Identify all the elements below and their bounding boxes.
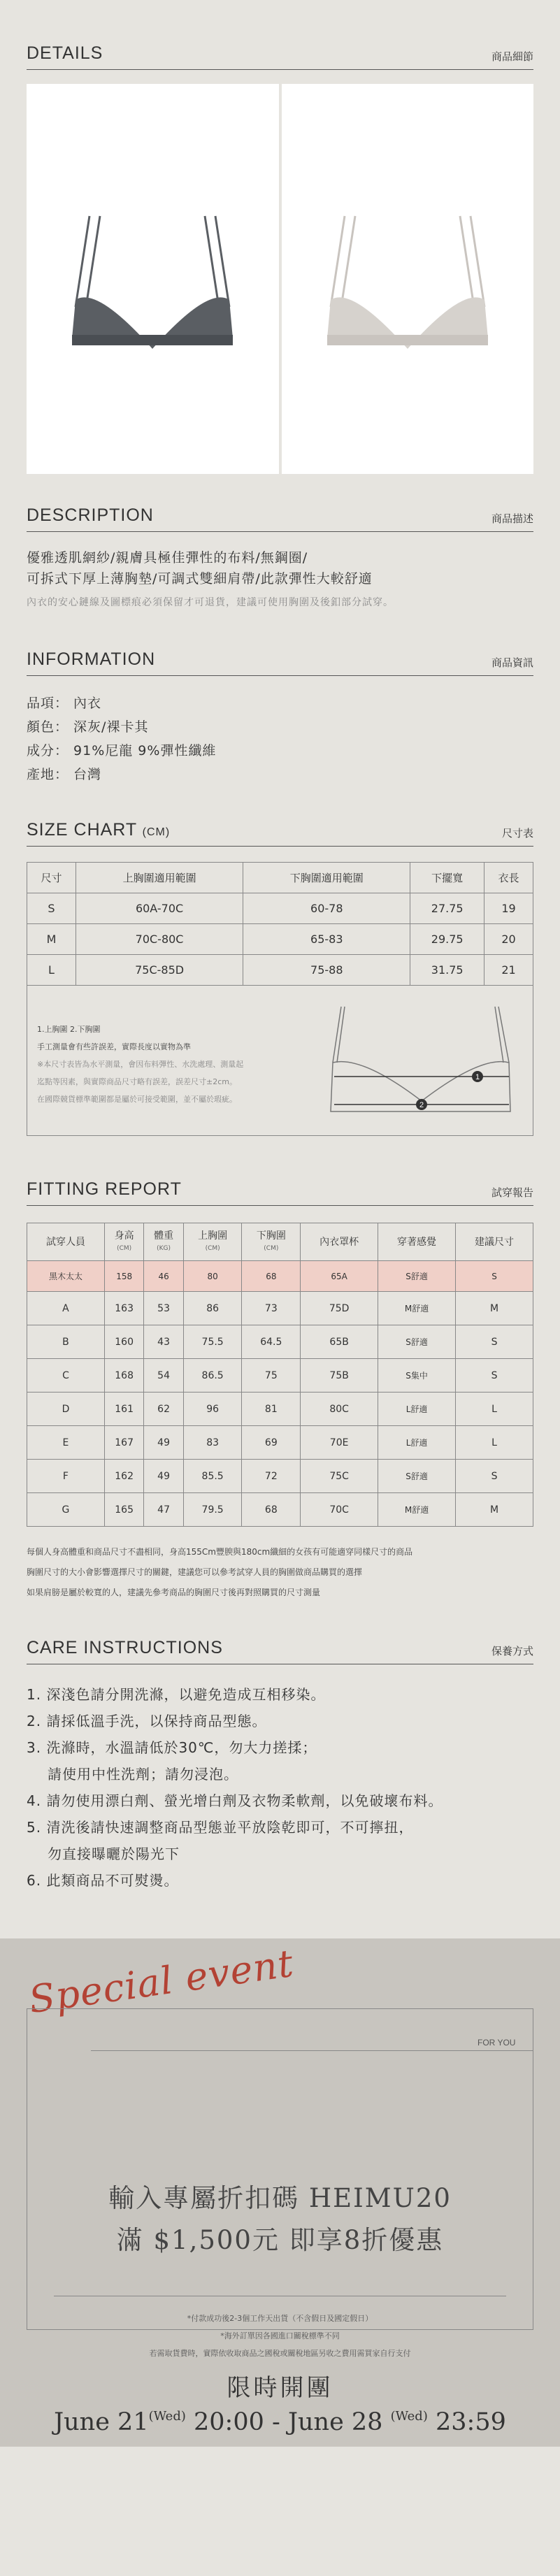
table-cell: M舒適 [378, 1493, 456, 1527]
size-table [27, 862, 533, 986]
fit-col-unit: (CM) [205, 1244, 220, 1252]
fit-col-label: 上胸圍 [198, 1230, 228, 1242]
table-cell: S舒適 [378, 1325, 456, 1359]
table-cell: C [27, 1359, 105, 1393]
product-photos [27, 84, 533, 474]
fit-col-label: 建議尺寸 [475, 1236, 514, 1248]
table-row [27, 893, 533, 924]
details-title: DETAILS [27, 43, 103, 63]
table-cell: L [456, 1393, 533, 1426]
table-cell: M舒適 [378, 1292, 456, 1325]
table-cell: 72 [242, 1460, 301, 1493]
table-row [27, 1292, 533, 1325]
event-header-line [91, 2050, 533, 2051]
table-cell: S舒適 [378, 1460, 456, 1493]
table-cell: 163 [104, 1292, 143, 1325]
description-section [0, 474, 560, 609]
table-cell: 162 [104, 1460, 143, 1493]
table-cell: S [456, 1359, 533, 1393]
table-cell: 20 [484, 924, 533, 955]
fit-col-label: 下胸圍 [256, 1230, 286, 1242]
table-cell: D [27, 1393, 105, 1426]
size-chart-title-text: SIZE CHART [27, 820, 137, 840]
information-list [27, 691, 533, 786]
size-chart-section [0, 786, 560, 1136]
care-item: 請使用中性洗劑；請勿浸泡。 [48, 1766, 238, 1783]
fit-col-label: 內衣罩杯 [320, 1236, 359, 1248]
table-cell: S舒適 [378, 1261, 456, 1292]
care-subtitle: 保養方式 [491, 1645, 533, 1657]
table-cell: 75C [301, 1460, 378, 1493]
fit-col-label: 穿著感覺 [397, 1236, 437, 1248]
table-cell: 75D [301, 1292, 378, 1325]
size-notes [37, 1000, 320, 1121]
start-time-end-date: 20:00 - June 28 [194, 2408, 383, 2436]
table-cell: 85.5 [183, 1460, 242, 1493]
diagram-label-1: 1 [475, 1073, 480, 1081]
discount-code-line: 輸入專屬折扣碼 HEIMU20 [108, 2183, 452, 2213]
event-dates [0, 2408, 560, 2436]
table-cell: 49 [144, 1426, 183, 1460]
table-cell: 73 [242, 1292, 301, 1325]
table-cell: 43 [144, 1325, 183, 1359]
fit-col-label: 試穿人員 [45, 1236, 85, 1248]
table-cell: 53 [144, 1292, 183, 1325]
size-notes-box [27, 986, 533, 1136]
fitting-note-line: 每個人身高體重和商品尺寸不盡相同，身高155Cm豐腴與180cm纖細的女孩有可能適穿同樣尺寸的商品 [27, 1547, 413, 1557]
table-cell: 68 [242, 1261, 301, 1292]
table-cell: E [27, 1426, 105, 1460]
table-cell: 65-83 [243, 924, 410, 955]
info-item: 產地： 台灣 [27, 767, 102, 782]
table-cell: 168 [104, 1359, 143, 1393]
table-cell: 29.75 [410, 924, 484, 955]
bra-light-illustration [303, 202, 512, 356]
size-chart-unit: (CM) [142, 826, 171, 838]
limited-time-label: 限時開團 [227, 2374, 333, 2402]
fit-col-header [301, 1223, 378, 1261]
table-cell: 46 [144, 1261, 183, 1292]
care-item: 勿直接曝曬於陽光下 [48, 1845, 180, 1862]
table-cell: 83 [183, 1426, 242, 1460]
fit-col-header [242, 1223, 301, 1261]
fitting-notes [27, 1542, 533, 1603]
fine-print-line: *付款成功後2-3個工作天出貨（不含假日及國定假日） [187, 2314, 373, 2323]
info-item: 顏色： 深灰/裸卡其 [27, 719, 149, 735]
details-section [0, 0, 560, 474]
table-cell: 31.75 [410, 955, 484, 986]
table-cell: L [27, 955, 76, 986]
fit-col-unit: (CM) [117, 1244, 132, 1252]
table-cell: 60-78 [243, 893, 410, 924]
bra-dark-illustration [48, 202, 257, 356]
information-section [0, 609, 560, 786]
product-photo-light[interactable] [282, 84, 534, 474]
fitting-section [0, 1136, 560, 1603]
table-cell: 167 [104, 1426, 143, 1460]
table-cell: 80 [183, 1261, 242, 1292]
table-cell: 64.5 [242, 1325, 301, 1359]
fit-col-unit: (CM) [264, 1244, 279, 1252]
table-cell: 47 [144, 1493, 183, 1527]
size-col-header: 下擺寬 [410, 863, 484, 893]
table-row [27, 1261, 533, 1292]
care-header [27, 1638, 533, 1664]
info-item: 品項： 內衣 [27, 696, 102, 711]
table-cell: 70E [301, 1426, 378, 1460]
event-banner [0, 1938, 560, 2447]
table-cell: M [456, 1292, 533, 1325]
table-cell: M [456, 1493, 533, 1527]
care-item: 5. 清洗後請快速調整商品型態並平放陰乾即可，不可擰扭， [27, 1819, 414, 1836]
size-note-line: 迄點等因素，與實際商品尺寸略有誤差，誤差尺寸±2cm。 [37, 1077, 237, 1086]
size-note-line: 手工測量會有些許誤差，實際長度以實物為準 [37, 1042, 191, 1051]
fit-col-header [144, 1223, 183, 1261]
table-cell: M [27, 924, 76, 955]
fit-col-header [378, 1223, 456, 1261]
table-cell: 75B [301, 1359, 378, 1393]
care-item: 4. 請勿使用漂白劑、螢光增白劑及衣物柔軟劑，以免破壞布料。 [27, 1792, 443, 1809]
table-cell: B [27, 1325, 105, 1359]
size-col-header: 衣長 [484, 863, 533, 893]
for-you-label: FOR YOU [478, 2038, 516, 2048]
table-cell: 黑木太太 [27, 1261, 105, 1292]
table-cell: S [456, 1261, 533, 1292]
table-row [27, 1359, 533, 1393]
fitting-note-line: 如果肩膀是屬於較寬的人，建議先參考商品的胸圍尺寸後再對照購買的尺寸測量 [27, 1588, 321, 1597]
table-row [27, 1493, 533, 1527]
description-subtitle: 商品描述 [491, 512, 533, 525]
table-cell: S集中 [378, 1359, 456, 1393]
table-cell: 165 [104, 1493, 143, 1527]
table-cell: 68 [242, 1493, 301, 1527]
table-cell: 21 [484, 955, 533, 986]
care-item: 6. 此類商品不可熨燙。 [27, 1872, 179, 1889]
information-title: INFORMATION [27, 649, 156, 669]
info-item: 成分： 91%尼龍 9%彈性纖維 [27, 743, 217, 758]
description-title: DESCRIPTION [27, 505, 154, 525]
information-header [27, 649, 533, 676]
fitting-header [27, 1179, 533, 1206]
table-cell: 54 [144, 1359, 183, 1393]
fit-col-header [456, 1223, 533, 1261]
size-col-header: 上胸圍適用範圍 [76, 863, 243, 893]
description-line: 可拆式下厚上薄胸墊/可調式雙細肩帶/此款彈性大較舒適 [27, 571, 373, 587]
table-cell: 62 [144, 1393, 183, 1426]
fit-col-header [27, 1223, 105, 1261]
table-cell: 79.5 [183, 1493, 242, 1527]
table-row [27, 1393, 533, 1426]
table-cell: 80C [301, 1393, 378, 1426]
table-cell: A [27, 1292, 105, 1325]
fine-print-line: *海外訂單因各國進口關稅標準不同 [220, 2331, 340, 2340]
table-row [27, 1460, 533, 1493]
end-time: 23:59 [436, 2408, 506, 2436]
details-subtitle: 商品細節 [491, 50, 533, 63]
care-title: CARE INSTRUCTIONS [27, 1638, 223, 1657]
fitting-table [27, 1223, 533, 1527]
table-row [27, 955, 533, 986]
care-item: 2. 請採低溫手洗，以保持商品型態。 [27, 1713, 267, 1729]
description-header [27, 505, 533, 532]
start-day: (Wed) [148, 2409, 186, 2424]
special-event-script: Special event [26, 1941, 297, 2022]
fitting-subtitle: 試穿報告 [491, 1186, 533, 1199]
table-cell: F [27, 1460, 105, 1493]
start-date: June 21 [54, 2408, 149, 2436]
details-header [27, 43, 533, 70]
table-cell: 161 [104, 1393, 143, 1426]
table-row [27, 924, 533, 955]
diagram-label-2: 2 [419, 1101, 424, 1109]
table-cell: S [456, 1325, 533, 1359]
table-cell: S [27, 893, 76, 924]
care-list [27, 1681, 533, 1894]
table-cell: 65B [301, 1325, 378, 1359]
size-chart-header [27, 820, 533, 847]
event-fine-print [27, 2310, 533, 2362]
table-cell: L舒適 [378, 1426, 456, 1460]
description-note: 內衣的安心鏈線及圖標痕必須保留才可退貨，建議可使用胸圍及後釦部分試穿。 [27, 597, 394, 608]
table-cell: 75-88 [243, 955, 410, 986]
information-subtitle: 商品資訊 [491, 656, 533, 669]
size-note-line: 1.上胸圍 2.下胸圍 [37, 1025, 101, 1034]
table-cell: 81 [242, 1393, 301, 1426]
description-line: 優雅透肌網紗/親膚具極佳彈性的布料/無鋼圈/ [27, 550, 308, 566]
size-table-header-row [27, 863, 533, 893]
end-day: (Wed) [390, 2409, 428, 2424]
table-cell: 86.5 [183, 1359, 242, 1393]
fit-col-unit: (KG) [157, 1244, 171, 1252]
fit-col-header [183, 1223, 242, 1261]
table-cell: 70C [301, 1493, 378, 1527]
table-cell: 86 [183, 1292, 242, 1325]
table-cell: 49 [144, 1460, 183, 1493]
table-row [27, 1325, 533, 1359]
table-cell: 69 [242, 1426, 301, 1460]
fine-print-line: 若需取貨費時，實際依收取商品之國稅或關稅地區另收之費用需買家自行支付 [149, 2349, 411, 2358]
fit-col-header [104, 1223, 143, 1261]
table-cell: L舒適 [378, 1393, 456, 1426]
offer-line: 滿 $1,500元 即享8折優惠 [116, 2225, 444, 2255]
care-section [0, 1603, 560, 1894]
event-box [27, 2008, 533, 2358]
table-cell: 65A [301, 1261, 378, 1292]
fit-col-label: 身高 [114, 1230, 134, 1242]
fitting-body [27, 1261, 533, 1527]
table-cell: 75 [242, 1359, 301, 1393]
table-cell: L [456, 1426, 533, 1460]
table-row [27, 1426, 533, 1460]
table-cell: 27.75 [410, 893, 484, 924]
table-cell: 60A-70C [76, 893, 243, 924]
size-note-line: 在國際競貨標準範圍都是屬於可接受範圍，並不屬於瑕疵。 [37, 1095, 237, 1104]
measurement-diagram [320, 1000, 523, 1121]
table-cell: 96 [183, 1393, 242, 1426]
description-text [27, 547, 533, 589]
table-cell: 158 [104, 1261, 143, 1292]
bra-outline-diagram [320, 1000, 523, 1122]
size-col-header: 下胸圍適用範圍 [243, 863, 410, 893]
care-item: 3. 洗滌時，水溫請低於30℃，勿大力搓揉； [27, 1739, 317, 1756]
fit-col-label: 體重 [154, 1230, 174, 1242]
table-cell: 75C-85D [76, 955, 243, 986]
size-col-header: 尺寸 [27, 863, 76, 893]
fitting-title: FITTING REPORT [27, 1179, 182, 1199]
size-chart-subtitle: 尺寸表 [501, 827, 533, 840]
table-cell: G [27, 1493, 105, 1527]
table-cell: 70C-80C [76, 924, 243, 955]
table-cell: S [456, 1460, 533, 1493]
care-item: 1. 深淺色請分開洗滌，以避免造成互相移染。 [27, 1686, 326, 1703]
table-cell: 75.5 [183, 1325, 242, 1359]
product-photo-dark[interactable] [27, 84, 279, 474]
size-note-line: ※本尺寸表皆為水平測量，會因布料彈性、水洗處理、測量起 [37, 1060, 244, 1069]
table-cell: 19 [484, 893, 533, 924]
table-cell: 160 [104, 1325, 143, 1359]
size-chart-title [27, 820, 170, 840]
fitting-note-line: 胸圍尺寸的大小會影響選擇尺寸的關鍵，建議您可以參考試穿人員的胸圍做商品購買的選擇 [27, 1567, 363, 1577]
fitting-header-row [27, 1223, 533, 1261]
